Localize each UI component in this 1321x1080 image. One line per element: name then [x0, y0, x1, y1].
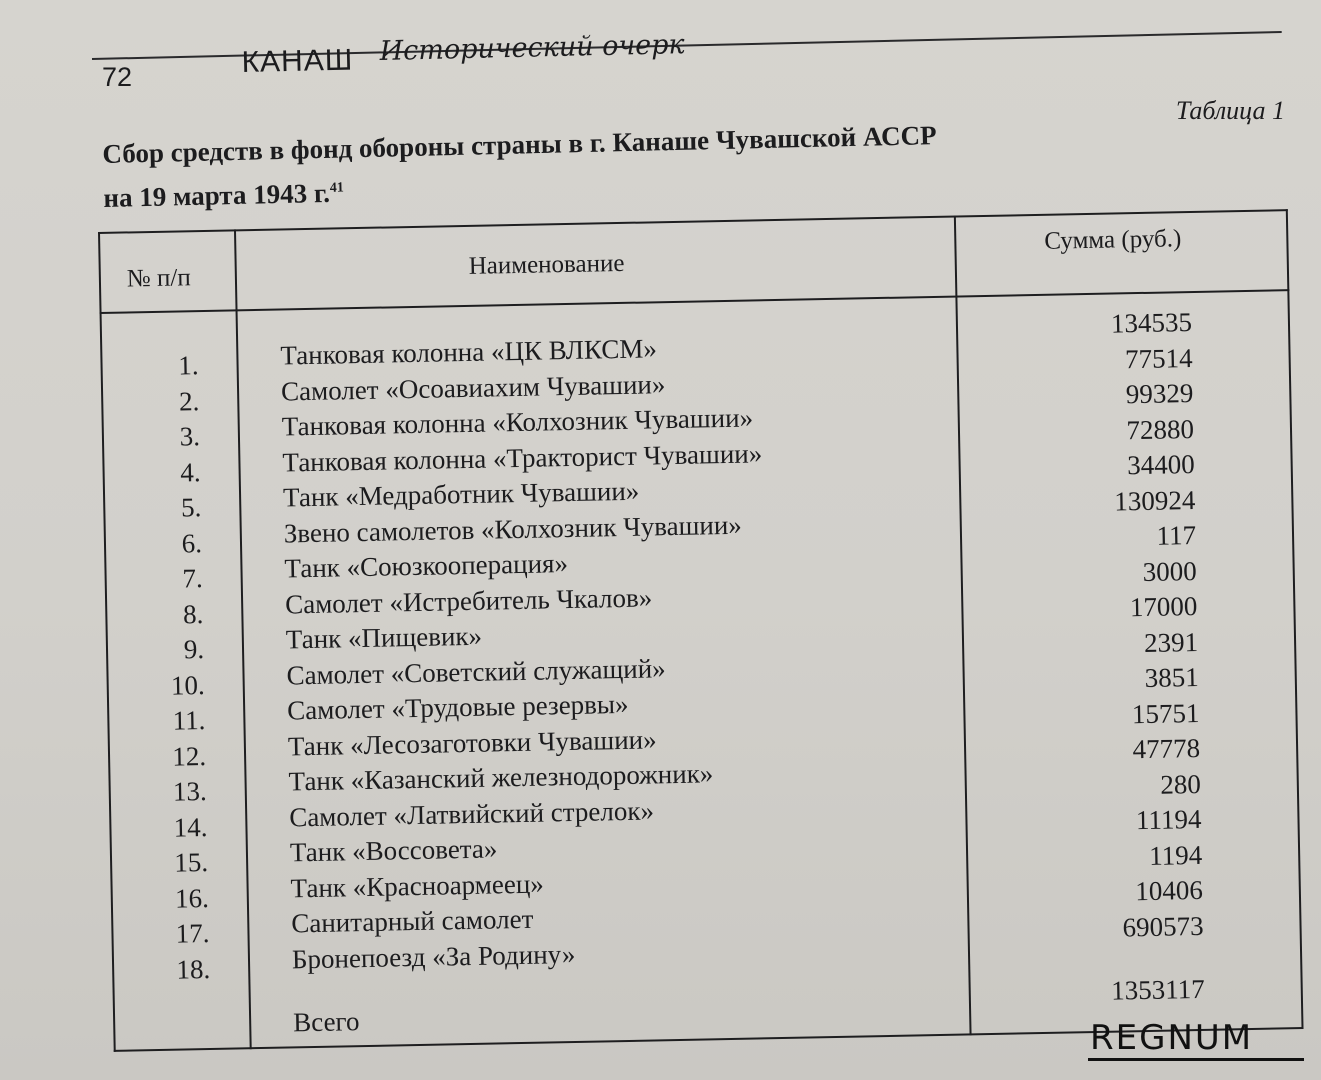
header-name: Наименование	[468, 249, 625, 280]
row-name: Танк «Воссовета»	[289, 833, 498, 868]
row-number: 18.	[176, 953, 211, 985]
row-name: Танковая колонна «ЦК ВЛКСМ»	[280, 333, 658, 371]
row-number: 16.	[174, 882, 210, 914]
row-name: Танк «Казанский железнодорожник»	[288, 758, 714, 797]
watermark-logo: REGNUM	[1090, 1018, 1254, 1058]
book-subtitle: Исторический очерк	[379, 29, 685, 67]
row-sum: 130924	[1114, 484, 1196, 517]
row-number: 15.	[174, 847, 209, 878]
watermark-underline	[1088, 1058, 1304, 1061]
row-sum: 3851	[1144, 661, 1200, 693]
table-label: Таблица 1	[1175, 96, 1285, 125]
row-number: 6.	[181, 527, 203, 558]
row-number: 1.	[178, 350, 199, 381]
table-border-left	[98, 232, 116, 1052]
row-number: 8.	[182, 598, 204, 629]
table-border-right	[1286, 209, 1304, 1029]
row-number: 7.	[182, 563, 203, 594]
row-sum: 117	[1156, 519, 1197, 551]
header-sum: Сумма (руб.)	[1044, 225, 1182, 255]
row-name: Танк «Союзкооперация»	[284, 548, 569, 584]
row-name: Танк «Пищевик»	[285, 620, 483, 655]
row-sum: 3000	[1142, 555, 1197, 587]
row-name: Танк «Медработник Чувашии»	[282, 475, 640, 513]
row-sum: 11194	[1135, 803, 1202, 836]
header-num: № п/п	[126, 264, 191, 293]
row-sum: 134535	[1110, 307, 1193, 339]
row-name: Звено самолетов «Колхозник Чувашии»	[283, 509, 743, 548]
row-number: 9.	[183, 634, 205, 665]
column-divider-1	[234, 229, 252, 1049]
row-sum: 15751	[1131, 697, 1200, 729]
row-sum: 280	[1160, 768, 1202, 800]
row-sum: 10406	[1135, 874, 1204, 907]
row-sum: 1194	[1148, 839, 1203, 871]
row-number: 4.	[180, 456, 201, 487]
row-name: Самолет «Советский служащий»	[286, 652, 666, 690]
row-sum: 72880	[1126, 413, 1195, 445]
row-number: 14.	[173, 811, 208, 843]
row-number: 2.	[178, 385, 200, 416]
row-sum: 2391	[1143, 626, 1199, 658]
row-number: 11.	[172, 705, 206, 736]
row-number: 17.	[175, 917, 210, 949]
footnote-marker: 41	[329, 180, 344, 196]
row-number: 3.	[179, 421, 201, 452]
row-name: Самолет «Трудовые резервы»	[286, 688, 629, 726]
row-name: Танковая колонна «Тракторист Чувашии»	[282, 437, 763, 477]
data-table	[98, 209, 1304, 1052]
row-name: Санитарный самолет	[291, 903, 534, 939]
row-name: Бронепоезд «За Родину»	[291, 938, 576, 974]
row-sum: 99329	[1125, 378, 1194, 410]
row-number: 5.	[180, 492, 202, 523]
page-number: 72	[102, 62, 133, 92]
column-divider-2	[954, 216, 972, 1036]
total-sum: 1353117	[1110, 973, 1206, 1006]
row-name: Танк «Лесозаготовки Чувашии»	[287, 723, 657, 761]
row-sum: 47778	[1132, 732, 1201, 765]
row-sum: 34400	[1126, 448, 1195, 481]
book-title: КАНАШ	[241, 43, 354, 80]
row-sum: 17000	[1129, 590, 1198, 623]
row-number: 12.	[172, 740, 207, 772]
row-name: Самолет «Латвийский стрелок»	[288, 794, 655, 832]
row-number: 10.	[170, 669, 205, 701]
row-sum: 690573	[1122, 910, 1204, 942]
row-sum: 77514	[1124, 342, 1193, 374]
caption-line-2-text: на 19 марта 1943 г.	[103, 177, 331, 213]
row-name: Танк «Красноармеец»	[290, 868, 544, 903]
row-name: Самолет «Истребитель Чкалов»	[284, 581, 653, 619]
row-number: 13.	[172, 776, 208, 807]
total-label: Всего	[292, 1006, 360, 1038]
row-name: Самолет «Осоавиахим Чувашии»	[280, 368, 666, 407]
caption-line-1: Сбор средств в фонд обороны страны в г. Канаше Чувашской АССР	[102, 120, 937, 169]
row-name: Танковая колонна «Колхозник Чувашии»	[281, 402, 754, 442]
table-caption	[102, 111, 1104, 218]
